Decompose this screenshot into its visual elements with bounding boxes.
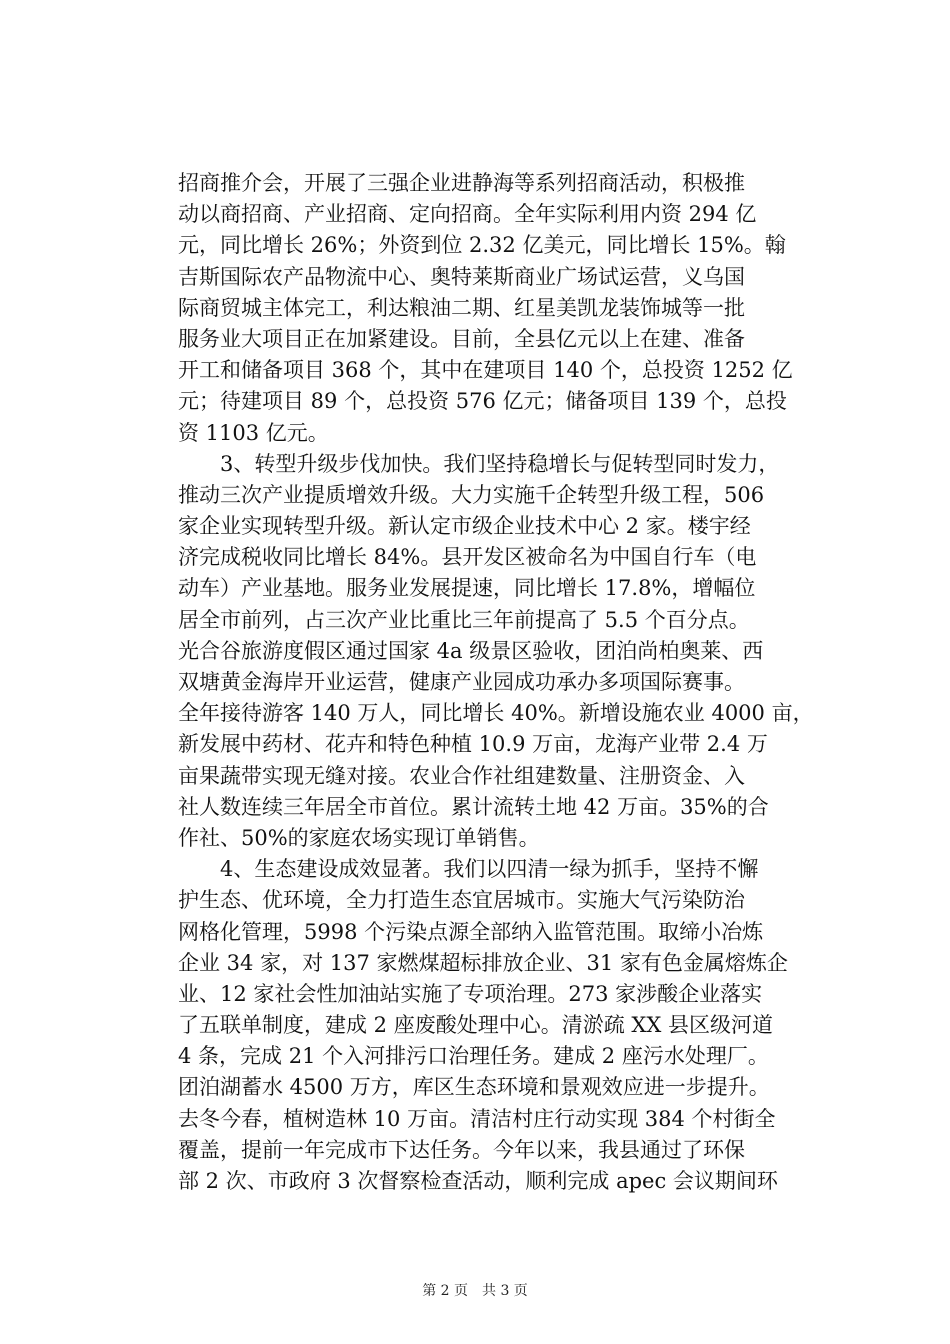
text-line: 元，同比增长 26%；外资到位 2.32 亿美元，同比增长 15%。翰	[178, 233, 786, 258]
text-line: 居全市前列，占三次产业比重比三年前提高了 5.5 个百分点。	[178, 607, 750, 632]
text-line: 部 2 次、市政府 3 次督察检查活动，顺利完成 apec 会议期间环	[178, 1169, 778, 1193]
text-line: 新发展中药材、花卉和特色种植 10.9 万亩，龙海产业带 2.4 万	[178, 732, 768, 757]
text-line: 资 1103 亿元。	[178, 420, 329, 445]
text-line: 业、12 家社会性加油站实施了专项治理。273 家涉酸企业落实	[178, 981, 763, 1006]
text-line: 了五联单制度，建成 2 座废酸处理中心。清淤疏 XX 县区级河道	[178, 1013, 773, 1038]
text-line: 际商贸城主体完工，利达粮油二期、红星美凯龙装饰城等一批	[178, 295, 745, 320]
text-line: 团泊湖蓄水 4500 万方，库区生态环境和景观效应进一步提升。	[178, 1075, 770, 1100]
text-line: 3、转型升级步伐加快。我们坚持稳增长与促转型同时发力，	[178, 451, 780, 476]
text-line: 双塘黄金海岸开业运营，健康产业园成功承办多项国际赛事。	[178, 670, 745, 694]
document-body	[178, 168, 814, 1197]
text-line: 动车）产业基地。服务业发展提速，同比增长 17.8%，增幅位	[178, 576, 756, 601]
text-line: 推动三次产业提质增效升级。大力实施千企转型升级工程，506	[178, 482, 765, 507]
text-line: 家企业实现转型升级。新认定市级企业技术中心 2 家。楼宇经	[178, 514, 751, 539]
text-line: 亩果蔬带实现无缝对接。农业合作社组建数量、注册资金、入	[178, 763, 745, 788]
text-line: 社人数连续三年居全市首位。累计流转土地 42 万亩。35%的合	[178, 794, 769, 819]
page-number-footer: 第 2 页 共 3 页	[422, 1283, 528, 1299]
text-line: 护生态、优环境，全力打造生态宜居城市。实施大气污染防治	[178, 888, 745, 913]
text-line: 网格化管理，5998 个污染点源全部纳入监管范围。取缔小冶炼	[178, 919, 764, 944]
text-line: 企业 34 家，对 137 家燃煤超标排放企业、31 家有色金属熔炼企	[178, 950, 788, 975]
text-line: 招商推介会，开展了三强企业进静海等系列招商活动，积极推	[178, 171, 745, 195]
text-line: 服务业大项目正在加紧建设。目前，全县亿元以上在建、准备	[178, 326, 745, 351]
text-line: 济完成税收同比增长 84%。县开发区被命名为中国自行车（电	[178, 545, 757, 570]
text-line: 开工和储备项目 368 个，其中在建项目 140 个，总投资 1252 亿	[178, 358, 793, 383]
text-line: 动以商招商、产业招商、定向招商。全年实际利用内资 294 亿	[178, 202, 757, 227]
text-line: 作社、50%的家庭农场实现订单销售。	[178, 825, 540, 850]
text-line: 去冬今春，植树造林 10 万亩。清洁村庄行动实现 384 个村街全	[178, 1106, 776, 1131]
text-line: 光合谷旅游度假区通过国家 4a 级景区验收，团泊尚柏奥莱、西	[178, 638, 764, 663]
text-line: 吉斯国际农产品物流中心、奥特莱斯商业广场试运营，义乌国	[178, 264, 745, 289]
text-line: 覆盖，提前一年完成市下达任务。今年以来，我县通过了环保	[178, 1137, 745, 1162]
text-line: 全年接待游客 140 万人，同比增长 40%。新增设施农业 4000 亩，	[178, 701, 814, 726]
text-line: 4、生态建设成效显著。我们以四清一绿为抓手，坚持不懈	[178, 857, 759, 882]
text-line: 元；待建项目 89 个，总投资 576 亿元；储备项目 139 个，总投	[178, 389, 787, 414]
text-line: 4 条，完成 21 个入河排污口治理任务。建成 2 座污水处理厂。	[178, 1044, 769, 1069]
